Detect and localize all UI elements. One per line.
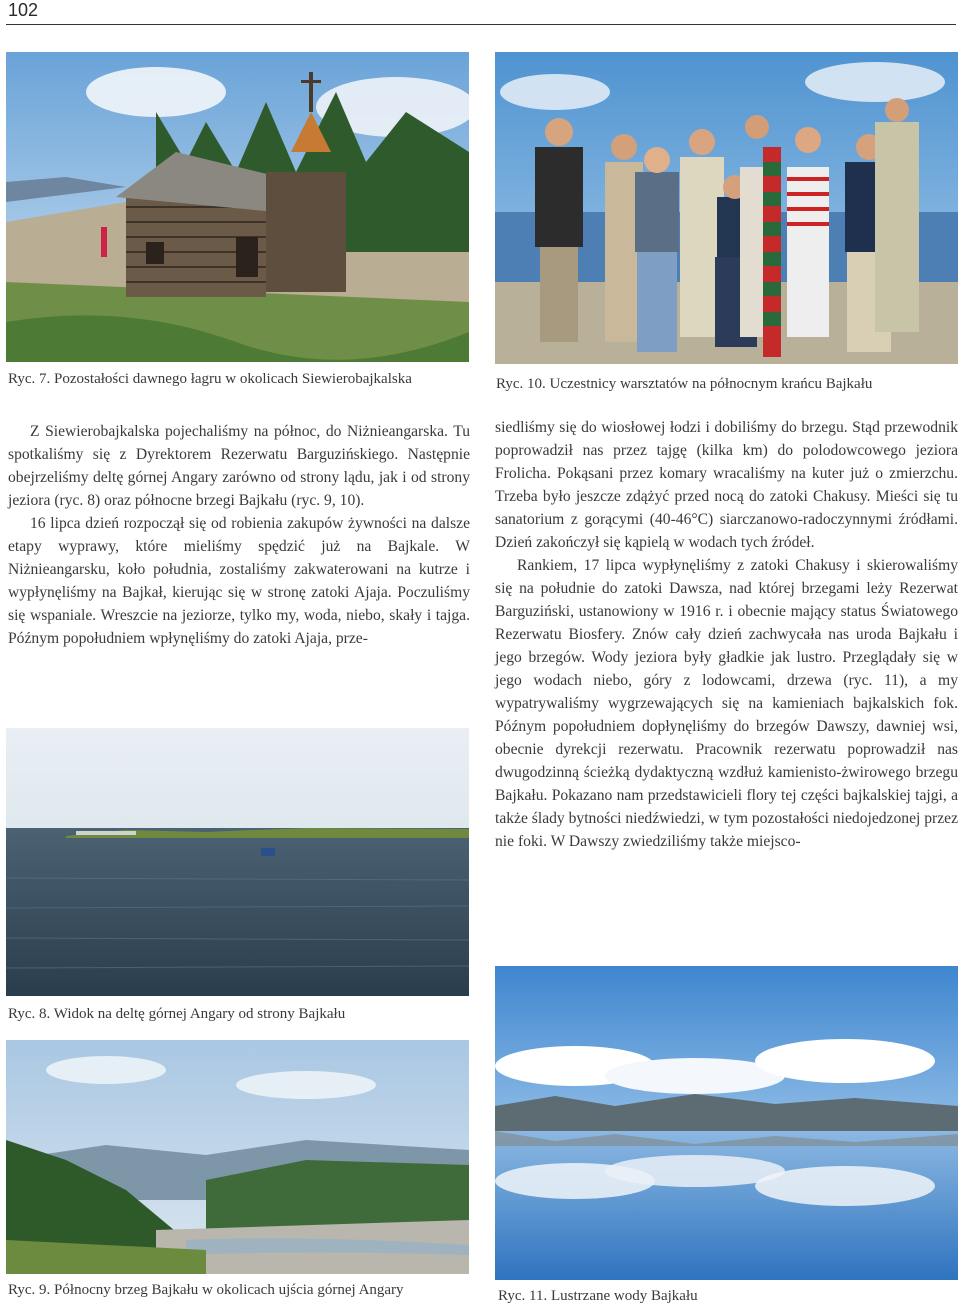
left-paragraph-2: 16 lipca dzień rozpoczął się od robienia zakupów żywności na dalsze etapy wyprawy, które mieliśmy spędzić już na Bajkale. W Niżnieangarsku, koło południa, zostaliśmy zakwaterowani na kutrze i wypłynęliśmy na Bajkał, kierując się w stronę zatoki Ajaja. Poczuliśmy się wspaniale. Wreszcie na jeziorze, tylko my, woda, niebo, skały i tajga. Późnym popołudniem wpłynęliśmy do zatoki Ajaja, prze-	[8, 515, 470, 647]
photo-fig8-angara-delta	[6, 728, 469, 996]
photo-fig10-group	[495, 52, 958, 364]
caption-fig9: Ryc. 9. Północny brzeg Bajkału w okolicach ujścia górnej Angary	[8, 1282, 404, 1298]
page-number: 102	[8, 0, 39, 20]
caption-fig8: Ryc. 8. Widok na deltę górnej Angary od strony Bajkału	[8, 1006, 346, 1022]
caption-fig10: Ryc. 10. Uczestnicy warsztatów na północnym krańcu Bajkału	[496, 376, 873, 392]
caption-fig11: Ryc. 11. Lustrzane wody Bajkału	[498, 1288, 698, 1304]
photo-fig7-wooden-church	[6, 52, 469, 362]
left-paragraph-1: Z Siewierobajkalska pojechaliśmy na północ, do Niżnieangarska. Tu spotkaliśmy się z Dyrektorem Rezerwatu Barguzińskiego. Następnie obejrzeliśmy deltę górnej Angary zarówno od strony lądu, jak i od strony jeziora (ryc. 8) oraz północne brzegi Bajkału (ryc. 9, 10).	[8, 423, 470, 509]
left-column-text	[8, 420, 470, 650]
right-paragraph-1: siedliśmy się do wiosłowej łodzi i dobiliśmy do brzegu. Stąd przewodnik poprowadził nas przez tajgę (kilka km) do polodowcowego jeziora Frolicha. Pokąsani przez komary wracaliśmy na kuter już o zmierzchu. Trzeba było jeszcze zdążyć przed nocą do zatoki Chakusy. Mieści się tu sanatorium z gorącymi (40-46°C) siarczanowo-radoczynnymi źródłami. Dzień zakończył się kąpielą w wodach tych źródeł.	[495, 419, 958, 551]
header-rule	[6, 24, 956, 25]
right-paragraph-2: Rankiem, 17 lipca wypłynęliśmy z zatoki Chakusy i skierowaliśmy się na południe do zatoki Dawsza, nad której brzegami leży Rezerwat Barguziński, ustanowiony w 1916 r. i obecnie mający status Światowego Rezerwatu Biosfery. Znów cały dzień zachwycała nas uroda Bajkału i jego brzegów. Wody jeziora były gładkie jak lustro. Przeglądały się w jego wodach niebo, góry z lodowcami, drzewa (ryc. 11), a my wypatrywaliśmy wygrzewających się na kamieniach bajkalskich fok. Późnym popołudniem dopłynęliśmy do brzegów Dawszy, dawniej wsi, obecnie dyrekcji rezerwatu. Pracownik rezerwatu poprowadził nas dwugodzinną ścieżką dydaktyczną wzdłuż kamienisto-żwirowego brzegu Bajkału. Pokazano nam przedstawicieli flory tej części bajkalskiej tajgi, a także ślady bytności niedźwiedzi, w tym pozostałości niedojedzonej przez nie foki. W Dawszy zwiedziliśmy także miejsco-	[495, 557, 958, 850]
photo-fig9-north-shore	[6, 1040, 469, 1274]
right-column-text	[495, 416, 958, 853]
photo-fig11-mirror-waters	[495, 966, 958, 1280]
caption-fig7: Ryc. 7. Pozostałości dawnego łagru w okolicach Siewierobajkalska	[8, 371, 412, 387]
